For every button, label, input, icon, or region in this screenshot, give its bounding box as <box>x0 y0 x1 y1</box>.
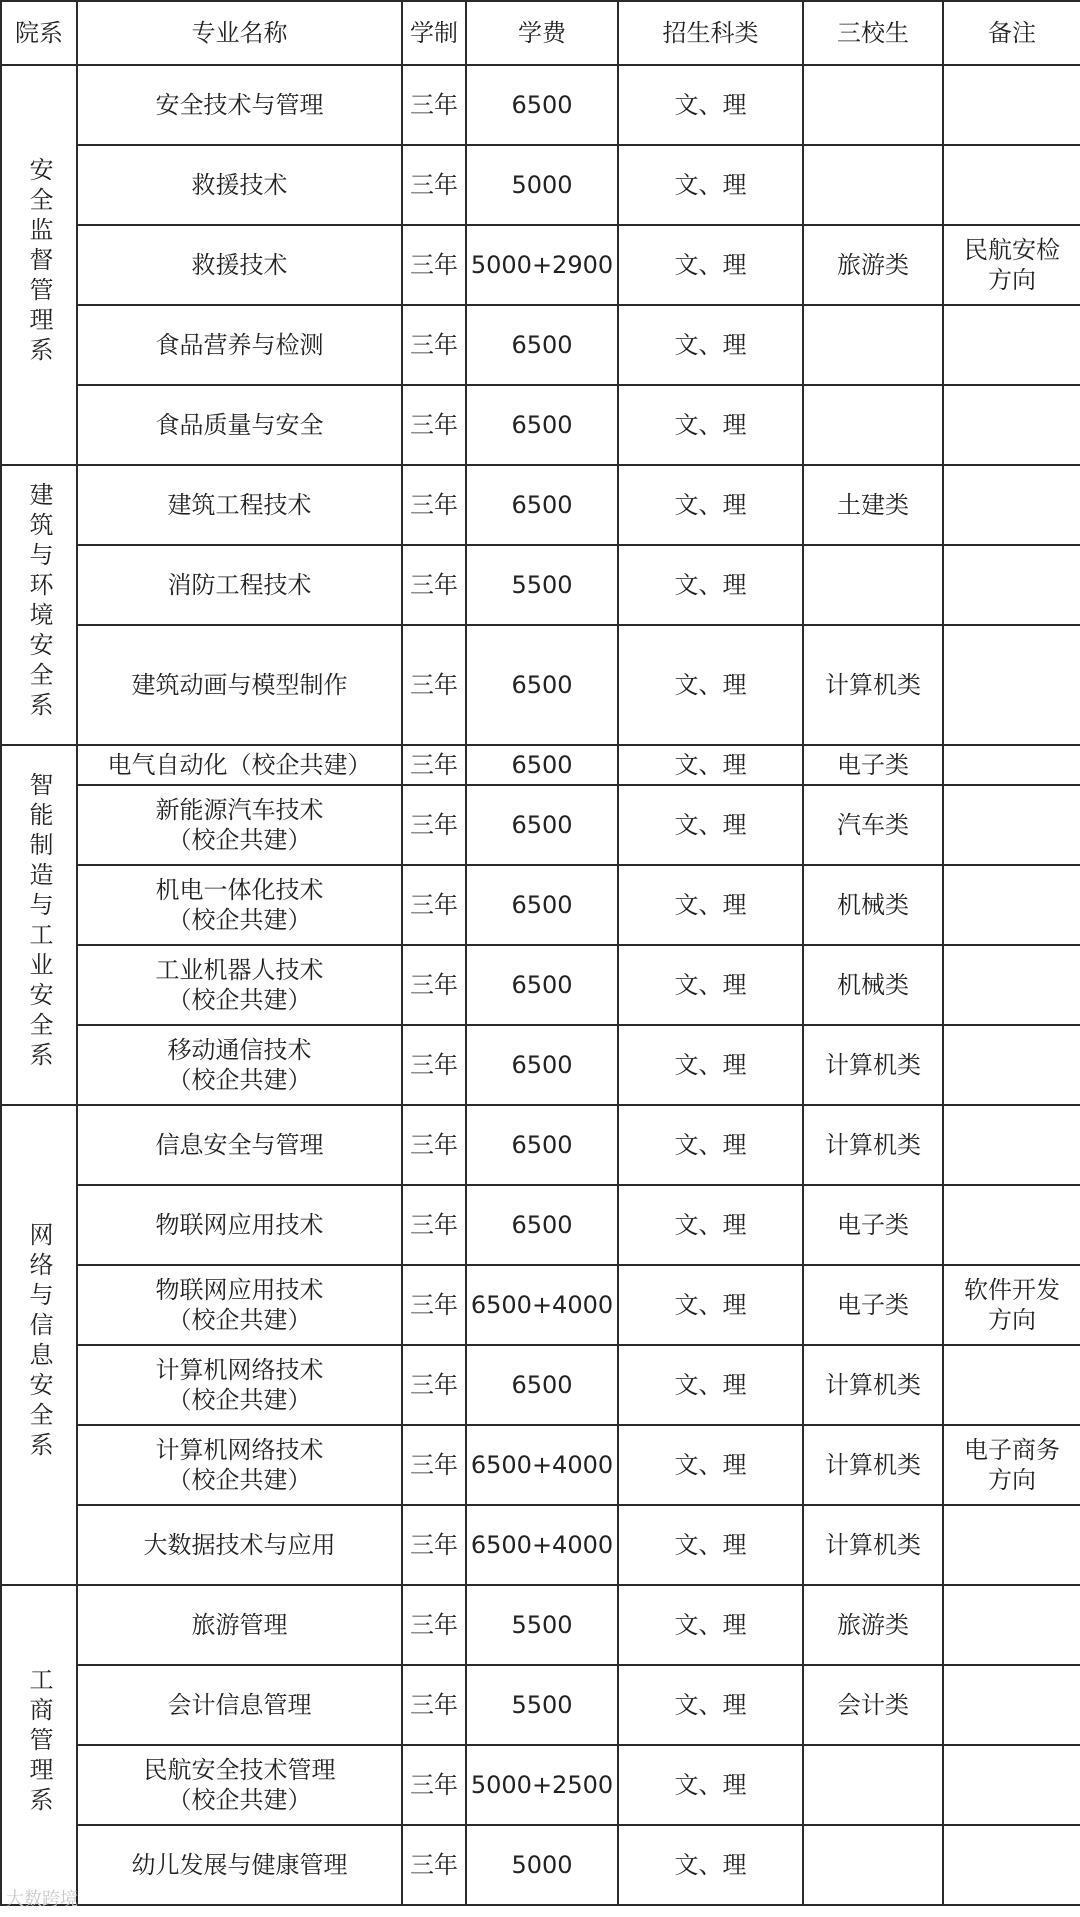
major-name-line: 大数据技术与应用 <box>143 1531 336 1559</box>
category-cell: 文、理 <box>618 745 803 785</box>
major-name-line: 计算机网络技术 <box>155 1436 324 1464</box>
table-row <box>1 545 1080 625</box>
fee-cell: 6500 <box>466 945 618 1025</box>
major-name-line: 移动通信技术 <box>167 1036 312 1064</box>
note-cell <box>943 745 1080 785</box>
table-row <box>1 865 1080 945</box>
major-name-line: 建筑工程技术 <box>167 491 312 519</box>
tvs-cell: 土建类 <box>803 465 943 545</box>
note-cell <box>943 1025 1080 1105</box>
note-cell <box>943 1425 1080 1505</box>
tvs-cell: 计算机类 <box>803 625 943 745</box>
category-cell: 文、理 <box>618 1105 803 1185</box>
tvs-cell <box>803 545 943 625</box>
years-cell: 三年 <box>402 65 466 145</box>
table-row <box>1 1025 1080 1105</box>
dept-cell <box>1 65 77 465</box>
table-row <box>1 1345 1080 1425</box>
major-name-cell <box>77 1425 402 1505</box>
major-name-line: （校企共建） <box>167 1066 312 1094</box>
table-row <box>1 945 1080 1025</box>
note-cell <box>943 1745 1080 1825</box>
table-row <box>1 1585 1080 1665</box>
table-row <box>1 1185 1080 1265</box>
note-cell <box>943 1105 1080 1185</box>
header-years: 学制 <box>402 1 466 65</box>
tvs-cell <box>803 385 943 465</box>
header-row <box>1 1 1080 65</box>
fee-cell: 6500+4000 <box>466 1505 618 1585</box>
years-cell: 三年 <box>402 745 466 785</box>
note-cell <box>943 305 1080 385</box>
fee-cell: 6500 <box>466 385 618 465</box>
category-cell: 文、理 <box>618 1185 803 1265</box>
watermark: 大数跨境 <box>6 1889 78 1910</box>
category-cell: 文、理 <box>618 945 803 1025</box>
header-major: 专业名称 <box>77 1 402 65</box>
major-name-line: 救援技术 <box>191 251 288 279</box>
major-name-cell <box>77 1745 402 1825</box>
header-fee: 学费 <box>466 1 618 65</box>
years-cell: 三年 <box>402 305 466 385</box>
tvs-cell: 计算机类 <box>803 1505 943 1585</box>
note-cell <box>943 385 1080 465</box>
major-name-cell <box>77 1105 402 1185</box>
table-row <box>1 785 1080 865</box>
note-cell <box>943 65 1080 145</box>
dept-name: 智能制造与工业安全系 <box>25 771 53 1072</box>
note-cell <box>943 545 1080 625</box>
dept-cell <box>1 745 77 1105</box>
dept-cell <box>1 465 77 745</box>
dept-name: 工商管理系 <box>25 1666 53 1817</box>
years-cell: 三年 <box>402 145 466 225</box>
major-name-cell <box>77 625 402 745</box>
fee-cell: 5500 <box>466 545 618 625</box>
tvs-cell: 计算机类 <box>803 1105 943 1185</box>
years-cell: 三年 <box>402 385 466 465</box>
table-row <box>1 1665 1080 1745</box>
major-name-line: 消防工程技术 <box>167 571 312 599</box>
table-row <box>1 465 1080 545</box>
note-cell <box>943 1265 1080 1345</box>
table-row <box>1 1425 1080 1505</box>
fee-cell: 6500 <box>466 1025 618 1105</box>
major-name-cell <box>77 785 402 865</box>
tvs-cell: 旅游类 <box>803 1585 943 1665</box>
years-cell: 三年 <box>402 1825 466 1905</box>
major-name-line: 会计信息管理 <box>167 1691 312 1719</box>
note-cell <box>943 1185 1080 1265</box>
tvs-cell: 机械类 <box>803 865 943 945</box>
dept-cell <box>1 1585 77 1905</box>
years-cell: 三年 <box>402 1345 466 1425</box>
dept-name: 网络与信息安全系 <box>25 1221 53 1462</box>
category-cell: 文、理 <box>618 1585 803 1665</box>
major-name-cell <box>77 305 402 385</box>
note-line: 民航安检 <box>964 236 1060 264</box>
major-name-line: 计算机网络技术 <box>155 1356 324 1384</box>
category-cell: 文、理 <box>618 465 803 545</box>
category-cell: 文、理 <box>618 305 803 385</box>
note-cell <box>943 1585 1080 1665</box>
dept-name: 安全监督管理系 <box>25 156 53 367</box>
table-row <box>1 1265 1080 1345</box>
major-name-line: （校企共建） <box>167 1466 312 1494</box>
tvs-cell: 旅游类 <box>803 225 943 305</box>
major-name-line: 新能源汽车技术 <box>155 796 324 824</box>
category-cell: 文、理 <box>618 865 803 945</box>
fee-cell: 5000+2500 <box>466 1745 618 1825</box>
category-cell: 文、理 <box>618 225 803 305</box>
major-name-line: 救援技术 <box>191 171 288 199</box>
note-cell <box>943 785 1080 865</box>
years-cell: 三年 <box>402 1025 466 1105</box>
years-cell: 三年 <box>402 465 466 545</box>
major-name-cell <box>77 225 402 305</box>
major-name-line: 食品质量与安全 <box>155 411 324 439</box>
fee-cell: 5000 <box>466 145 618 225</box>
table-row <box>1 1825 1080 1905</box>
category-cell: 文、理 <box>618 385 803 465</box>
major-name-line: 物联网应用技术 <box>155 1276 324 1304</box>
major-name-cell <box>77 1185 402 1265</box>
years-cell: 三年 <box>402 945 466 1025</box>
fee-cell: 6500 <box>466 625 618 745</box>
major-name-cell <box>77 1505 402 1585</box>
tvs-cell: 电子类 <box>803 1265 943 1345</box>
category-cell: 文、理 <box>618 65 803 145</box>
major-name-cell <box>77 1265 402 1345</box>
header-note: 备注 <box>943 1 1080 65</box>
fee-cell: 6500 <box>466 1185 618 1265</box>
table-row <box>1 145 1080 225</box>
note-line: 方向 <box>988 266 1036 294</box>
fee-cell: 6500+4000 <box>466 1265 618 1345</box>
years-cell: 三年 <box>402 1745 466 1825</box>
note-line: 方向 <box>988 1306 1036 1334</box>
major-name-line: （校企共建） <box>167 1386 312 1414</box>
category-cell: 文、理 <box>618 1665 803 1745</box>
fee-cell: 6500 <box>466 65 618 145</box>
fee-cell: 6500 <box>466 745 618 785</box>
category-cell: 文、理 <box>618 1425 803 1505</box>
table-row <box>1 625 1080 745</box>
table-row <box>1 385 1080 465</box>
table-row <box>1 225 1080 305</box>
header-tvs: 三校生 <box>803 1 943 65</box>
category-cell: 文、理 <box>618 785 803 865</box>
major-name-line: （校企共建） <box>167 826 312 854</box>
fee-cell: 6500 <box>466 305 618 385</box>
years-cell: 三年 <box>402 1505 466 1585</box>
major-name-cell <box>77 1025 402 1105</box>
category-cell: 文、理 <box>618 1825 803 1905</box>
years-cell: 三年 <box>402 1585 466 1665</box>
dept-name: 建筑与环境安全系 <box>25 481 53 722</box>
table-row <box>1 305 1080 385</box>
fee-cell: 5000 <box>466 1825 618 1905</box>
major-name-line: （校企共建） <box>167 906 312 934</box>
years-cell: 三年 <box>402 1185 466 1265</box>
tvs-cell <box>803 65 943 145</box>
table-body <box>1 65 1080 1905</box>
fee-cell: 5500 <box>466 1585 618 1665</box>
category-cell: 文、理 <box>618 545 803 625</box>
major-name-cell <box>77 1345 402 1425</box>
tvs-cell: 电子类 <box>803 745 943 785</box>
major-name-line: 工业机器人技术 <box>155 956 324 984</box>
tvs-cell: 机械类 <box>803 945 943 1025</box>
major-name-line: 幼儿发展与健康管理 <box>131 1851 348 1879</box>
years-cell: 三年 <box>402 1265 466 1345</box>
major-name-line: 信息安全与管理 <box>155 1131 324 1159</box>
fee-cell: 5000+2900 <box>466 225 618 305</box>
table-row <box>1 1105 1080 1185</box>
years-cell: 三年 <box>402 1665 466 1745</box>
header-category: 招生科类 <box>618 1 803 65</box>
category-cell: 文、理 <box>618 1345 803 1425</box>
fee-cell: 6500 <box>466 1105 618 1185</box>
major-name-line: 旅游管理 <box>191 1611 288 1639</box>
note-cell <box>943 145 1080 225</box>
years-cell: 三年 <box>402 1425 466 1505</box>
major-name-cell <box>77 745 402 785</box>
category-cell: 文、理 <box>618 1025 803 1105</box>
fee-cell: 6500 <box>466 865 618 945</box>
years-cell: 三年 <box>402 225 466 305</box>
table-row <box>1 1505 1080 1585</box>
note-line: 方向 <box>988 1466 1036 1494</box>
note-cell <box>943 1505 1080 1585</box>
note-cell <box>943 465 1080 545</box>
major-name-line: （校企共建） <box>167 1306 312 1334</box>
note-cell <box>943 945 1080 1025</box>
category-cell: 文、理 <box>618 625 803 745</box>
note-cell <box>943 865 1080 945</box>
tvs-cell: 汽车类 <box>803 785 943 865</box>
major-name-line: 食品营养与检测 <box>155 331 324 359</box>
category-cell: 文、理 <box>618 1265 803 1345</box>
major-name-cell <box>77 865 402 945</box>
major-name-cell <box>77 545 402 625</box>
tvs-cell <box>803 305 943 385</box>
fee-cell: 6500 <box>466 785 618 865</box>
years-cell: 三年 <box>402 785 466 865</box>
major-name-line: 物联网应用技术 <box>155 1211 324 1239</box>
tvs-cell: 计算机类 <box>803 1345 943 1425</box>
years-cell: 三年 <box>402 1105 466 1185</box>
note-line: 电子商务 <box>964 1436 1060 1464</box>
note-cell <box>943 1345 1080 1425</box>
tvs-cell <box>803 145 943 225</box>
years-cell: 三年 <box>402 865 466 945</box>
major-name-line: （校企共建） <box>167 986 312 1014</box>
major-name-cell <box>77 1825 402 1905</box>
tvs-cell: 电子类 <box>803 1185 943 1265</box>
fee-cell: 6500 <box>466 1345 618 1425</box>
fee-cell: 6500 <box>466 465 618 545</box>
major-name-cell <box>77 385 402 465</box>
note-cell <box>943 625 1080 745</box>
major-name-cell <box>77 1665 402 1745</box>
major-name-cell <box>77 65 402 145</box>
major-name-line: 建筑动画与模型制作 <box>131 671 348 699</box>
major-name-line: 安全技术与管理 <box>155 91 324 119</box>
major-name-cell <box>77 1585 402 1665</box>
major-name-cell <box>77 145 402 225</box>
tvs-cell <box>803 1745 943 1825</box>
category-cell: 文、理 <box>618 1745 803 1825</box>
category-cell: 文、理 <box>618 1505 803 1585</box>
fee-cell: 5500 <box>466 1665 618 1745</box>
note-cell <box>943 225 1080 305</box>
table-row <box>1 1745 1080 1825</box>
category-cell: 文、理 <box>618 145 803 225</box>
major-name-line: 民航安全技术管理 <box>143 1756 336 1784</box>
dept-cell <box>1 1105 77 1585</box>
major-name-line: （校企共建） <box>167 1786 312 1814</box>
note-line: 软件开发 <box>964 1276 1060 1304</box>
table-row <box>1 745 1080 785</box>
years-cell: 三年 <box>402 625 466 745</box>
tvs-cell: 计算机类 <box>803 1025 943 1105</box>
tvs-cell: 计算机类 <box>803 1425 943 1505</box>
major-name-cell <box>77 945 402 1025</box>
fee-cell: 6500+4000 <box>466 1425 618 1505</box>
note-cell <box>943 1665 1080 1745</box>
table-row <box>1 65 1080 145</box>
tvs-cell <box>803 1825 943 1905</box>
major-name-line: 机电一体化技术 <box>155 876 324 904</box>
major-name-line: 电气自动化（校企共建） <box>107 751 372 779</box>
years-cell: 三年 <box>402 545 466 625</box>
header-dept: 院系 <box>1 1 77 65</box>
major-name-cell <box>77 465 402 545</box>
note-cell <box>943 1825 1080 1905</box>
tvs-cell: 会计类 <box>803 1665 943 1745</box>
